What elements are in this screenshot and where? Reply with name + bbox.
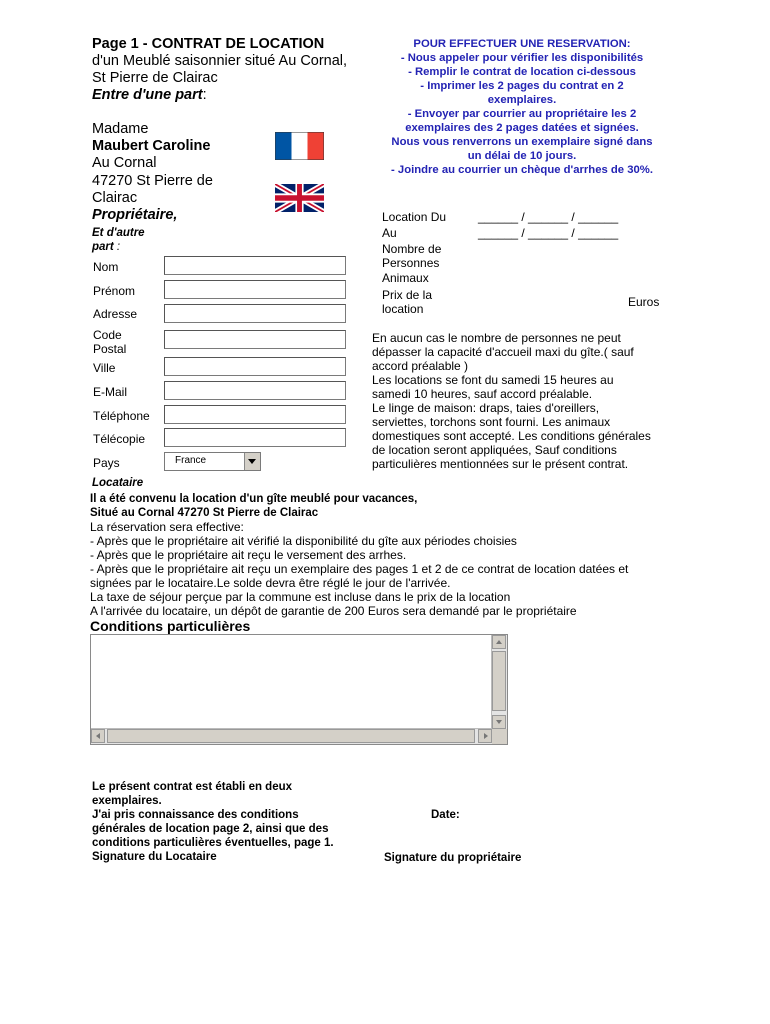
location-au-label: Au [382,226,397,240]
cond-line: domestiques sont accepté. Les conditions générales [372,429,651,443]
ville-input[interactable] [164,357,346,376]
agreement-bold-2: Situé au Cornal 47270 St Pierre de Clairac [90,507,319,519]
agreement-line: La réservation sera effective: [90,520,244,534]
owner-address-1: Au Cornal [92,155,157,171]
adresse-input[interactable] [164,304,346,323]
agreement-line: - Après que le propriétaire ait vérifié la disponibilité du gîte aux périodes choisies [90,534,517,548]
prix-label-1: Prix de la [382,288,433,302]
nombre-label-2: Personnes [382,256,440,270]
pays-select[interactable] [164,452,261,471]
res-line: - Imprimer les 2 pages du contrat en 2 [420,80,624,92]
cond-line: samedi 10 heures, sauf accord préalable. [372,387,593,401]
agreement-line: - Après que le propriétaire ait reçu le versement des arrhes. [90,548,407,562]
subtitle-line-2: St Pierre de Clairac [92,70,218,86]
cond-line: Le linge de maison: draps, taies d'oreillers, [372,401,600,415]
footer-line: J'ai pris connaissance des conditions [92,809,299,821]
horizontal-scrollbar[interactable] [91,728,492,744]
footer-text [92,780,334,864]
agreement-line: A l'arrivée du locataire, un dépôt de garantie de 200 Euros sera demandé par le propriétaire [90,604,577,618]
conditions-particulieres-title: Conditions particulières [90,618,251,634]
cond-line: particulières mentionnées sur le présent contrat. [372,457,629,471]
telephone-input[interactable] [164,405,346,424]
scroll-down-icon[interactable] [492,715,506,729]
prenom-input[interactable] [164,280,346,299]
res-line: un délai de 10 jours. [467,150,577,162]
email-label: E-Mail [93,385,128,399]
agreement-bold-1: Il a été convenu la location d'un gîte meublé pour vacances, [90,493,418,505]
footer-line: générales de location page 2, ainsi que des [92,823,329,835]
scroll-corner [492,729,507,744]
adresse-label: Adresse [93,307,138,321]
french-flag-icon[interactable] [275,132,324,160]
ville-label: Ville [93,361,116,375]
owner-name: Maubert Caroline [92,138,211,154]
code-label-2: Postal [93,342,127,356]
general-conditions [372,331,682,471]
location-au-date[interactable]: ______ / ______ / ______ [478,226,619,240]
signature-proprietaire: Signature du propriétaire [384,852,522,864]
cond-line: Les locations se font du samedi 15 heures au [372,373,614,387]
euros-label: Euros [628,295,660,309]
scroll-up-icon[interactable] [492,635,506,649]
prenom-label: Prénom [93,284,136,298]
location-du-label: Location Du [382,210,447,224]
subtitle-line-1: d'un Meublé saisonnier situé Au Cornal, [92,53,348,69]
cond-line: accord préalable ) [372,359,469,373]
nom-input[interactable] [164,256,346,275]
owner-role: Propriétaire, [92,207,178,223]
cond-line: de location seront appliquées, Sauf conditions [372,443,617,457]
cond-line: En aucun cas le nombre de personnes ne peut [372,331,621,345]
agreement-line: signées par le locataire.Le solde devra être réglé le jour de l'arrivée. [90,576,451,590]
code-postal-input[interactable] [164,330,346,349]
entre-part [92,87,207,103]
cond-line: dépasser la capacité d'accueil maxi du gîte.( sauf [372,345,634,359]
prix-label-2: location [382,302,424,316]
entre-colon: : [202,87,207,103]
owner-address-2: 47270 St Pierre de [92,173,213,189]
uk-flag-icon[interactable] [275,184,324,212]
nombre-label-1: Nombre de [382,242,442,256]
owner-civility: Madame [92,121,149,137]
footer-line: exemplaires. [92,795,162,807]
pays-selected-value: France [175,455,207,466]
res-line: - Joindre au courrier un chèque d'arrhes de 30%. [391,164,653,176]
other-part-text: part [92,241,114,253]
animaux-label: Animaux [382,271,429,285]
owner-address-3: Clairac [92,190,138,206]
res-line: Nous vous renverrons un exemplaire signé dans [391,136,653,148]
horizontal-scroll-thumb[interactable] [107,729,475,743]
reservation-instructions [362,37,682,177]
vertical-scroll-thumb[interactable] [492,651,506,711]
nom-label: Nom [93,260,119,274]
res-line: POUR EFFECTUER UNE RESERVATION: [413,38,631,50]
location-du-date[interactable]: ______ / ______ / ______ [478,210,619,224]
vertical-scrollbar[interactable] [491,635,507,729]
res-line: exemplaires des 2 pages datées et signées. [405,122,639,134]
other-part-2 [92,241,120,253]
res-line: - Envoyer par courrier au propriétaire les 2 [407,108,637,120]
date-label: Date: [431,809,460,821]
res-line: - Nous appeler pour vérifier les disponibilités [400,52,644,64]
telephone-label: Téléphone [93,409,150,423]
pays-label: Pays [93,456,120,470]
agreement-line: - Après que le propriétaire ait reçu un exemplaire des pages 1 et 2 de ce contrat de location datées et [90,562,629,576]
res-line: - Remplir le contrat de location ci-dessous [408,66,636,78]
email-input[interactable] [164,381,346,400]
telecopie-label: Télécopie [93,432,146,446]
footer-line: Le présent contrat est établi en deux [92,781,293,793]
page-title: Page 1 - CONTRAT DE LOCATION [92,36,325,52]
locataire-label: Locataire [92,477,144,489]
conditions-particulieres-textarea[interactable] [90,634,508,745]
other-part-1: Et d'autre [92,227,145,239]
footer-line: conditions particulières éventuelles, page 1. [92,837,334,849]
cond-line: serviettes, torchons sont fourni. Les animaux [372,415,611,429]
scroll-right-icon[interactable] [478,729,492,743]
code-label-1: Code [93,328,122,342]
res-line: exemplaires. [487,94,557,106]
entre-text: Entre d'une part [92,87,203,103]
signature-locataire: Signature du Locataire [92,851,217,863]
chevron-down-icon[interactable] [244,453,260,470]
agreement-line: La taxe de séjour perçue par la commune est incluse dans le prix de la location [90,590,511,604]
other-part-colon: : [113,241,121,253]
scroll-left-icon[interactable] [91,729,105,743]
telecopie-input[interactable] [164,428,346,447]
